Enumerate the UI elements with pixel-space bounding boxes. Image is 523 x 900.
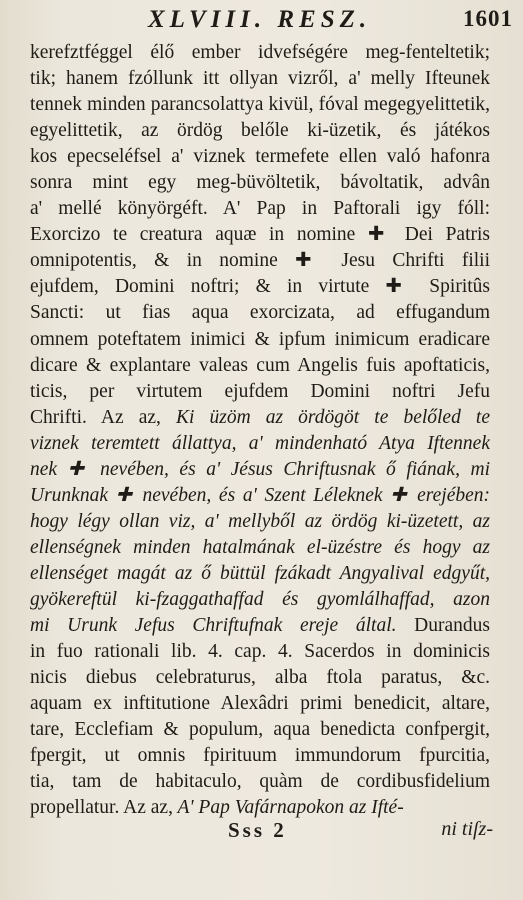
- text-line: sonra mint egy meg-büvöltetik, bávoltatik, advân: [30, 172, 490, 194]
- text-block: [30, 40, 490, 821]
- running-title: XLVIII. RESZ.: [148, 6, 372, 33]
- italic-segment: Ki üzöm az ördögöt te belőled te: [160, 406, 490, 428]
- text-line: tare, Ecclefiam & populum, aqua benedicta confpergit,: [30, 719, 490, 741]
- text-line: [30, 613, 490, 639]
- text-line: nek ✚ nevében, és a' Jésus Chriftusnak ő fiának, mi: [30, 458, 490, 480]
- text-line: viznek teremtett állattya, a' mindenható Atya Iftennek: [30, 432, 490, 454]
- text-line: gyökereftül ki-fzaggathaffad és gyomlálhaffad, azon: [30, 588, 490, 610]
- roman-segment: propellatur. Az az,: [30, 797, 173, 819]
- text-line: a' mellé könyörgéft. A' Pap in Paftorali igy fóll:: [30, 198, 490, 220]
- text-line: omnem poteftatem inimici & ipfum inimicum eradicare: [30, 328, 490, 350]
- text-line: Sancti: ut fias aqua exorcizata, ad effugandum: [30, 302, 490, 324]
- text-line: ellenségnek minden hatalmának el-üzéstre és hogy az: [30, 536, 490, 558]
- text-line: kerefztféggel élő ember idvefségére meg-fenteltetik;: [30, 42, 490, 63]
- text-line: egyelittetik, az ördög belőle ki-üzetik, és játékos: [30, 120, 490, 142]
- text-line: ejufdem, Domini noftri; & in virtute ✚ Spiritûs: [30, 276, 490, 298]
- text-line: nicis diebus celebraturus, alba ftola paratus, &c.: [30, 667, 490, 689]
- text-line: tik; hanem fzóllunk itt ollyan vizről, a' melly Ifteunek: [30, 68, 490, 90]
- signature-mark: Sss 2: [228, 818, 287, 842]
- roman-segment: Durandus: [396, 615, 490, 637]
- text-line: aquam ex inftitutione Alexâdri primi benedicit, altare,: [30, 693, 490, 715]
- text-line: tia, tam de habitaculo, quàm de cordibusfidelium: [30, 771, 490, 793]
- text-line: hogy légy ollan viz, a' mellyből az ördög ki-üzetett, az: [30, 510, 490, 532]
- roman-segment: Chrifti. Az az,: [30, 406, 161, 428]
- text-line: fpergit, ut omnis fpirituum immundorum fpurcitia,: [30, 745, 490, 767]
- catchword: ni tiſz-: [441, 818, 493, 840]
- text-line: ticis, per virtutem ejufdem Domini noftri Jefu: [30, 380, 490, 402]
- italic-segment: mi Urunk Jefus Chriftufnak ereje által.: [30, 615, 397, 637]
- text-line: in fuo rationali lib. 4. cap. 4. Sacerdos in dominicis: [30, 641, 490, 663]
- page-header: [28, 4, 513, 38]
- page-footer: [30, 818, 493, 848]
- text-line: tennek minden parancsolattya kivül, fóval megegyelittetik,: [30, 94, 490, 116]
- page-number: 1601: [463, 6, 513, 31]
- italic-segment: A' Pap Vafárnapokon az Ifté-: [172, 797, 404, 819]
- text-line: Urunknak ✚ nevében, és a' Szent Léleknek ✚ erejében:: [30, 484, 490, 506]
- text-line: kos epecseléfsel a' viznek termefete ellen való hafonra: [30, 146, 490, 168]
- text-line: ellenséget magát az ő büttül fzákadt Angyalival edgyűt,: [30, 562, 490, 584]
- text-line: Exorcizo te creatura aquæ in nomine ✚ Dei Patris: [30, 224, 490, 246]
- text-line: omnipotentis, & in nomine ✚ Jesu Chrifti filii: [30, 250, 490, 272]
- text-line: [30, 405, 490, 431]
- text-line: dicare & explantare valeas cum Angelis fuis apoftaticis,: [30, 354, 490, 376]
